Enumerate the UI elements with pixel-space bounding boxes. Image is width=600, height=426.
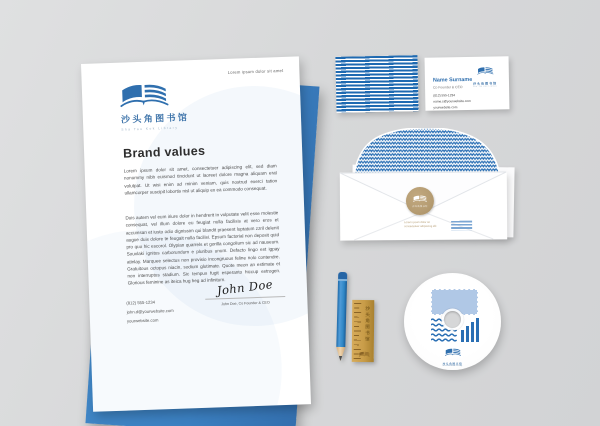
card-email: name.s@yourwebsite.com — [433, 98, 471, 104]
cd-disc — [404, 273, 501, 370]
letterhead-document — [81, 56, 311, 411]
letterhead-contact-block — [126, 298, 174, 326]
envelope-front — [340, 171, 507, 240]
book-logo-icon — [445, 348, 461, 357]
card-person-name: Name Surname — [432, 76, 473, 84]
cd-brand-name-en: Sha Tau Kok Library — [442, 366, 463, 367]
card-phone: (812) 555-1234 — [433, 93, 456, 98]
cd-brand-name-cn: 沙头角图书馆 — [442, 363, 463, 366]
card-brand-logo — [467, 62, 503, 88]
book-logo-icon — [120, 82, 169, 111]
brand-logo — [120, 81, 190, 131]
letterhead-website: yourwebsite.com — [126, 317, 159, 324]
signature-handwriting: John Doe — [216, 277, 274, 298]
brand-name-cn: 沙头角图书馆 — [120, 112, 190, 125]
cd-center-hole — [444, 311, 461, 328]
brand-name-en: Sha Tau Kok Library — [121, 125, 179, 132]
book-logo-icon — [476, 67, 493, 76]
pencil-lead-tip — [339, 356, 343, 361]
envelope-note — [404, 221, 436, 230]
envelope-stamp-block — [451, 221, 472, 231]
ruler — [352, 300, 375, 362]
ruler-brand-name: 沙头角图书馆 — [365, 306, 371, 343]
business-card-front — [425, 56, 510, 110]
card-person-title: Co Founder & CEO — [433, 85, 463, 90]
seal-brand-name: 沙头角图书馆 — [412, 205, 428, 208]
seal-book-icon — [413, 194, 427, 202]
card-brand-name-cn: 沙头角图书馆 — [473, 81, 498, 86]
cd-brand-logo — [404, 344, 501, 367]
ruler-book-emblem-icon — [359, 351, 370, 358]
card-website: yourwebsite.com — [433, 104, 458, 110]
envelope-note-line1: Lorem ipsum dolor sit — [404, 220, 430, 225]
card-brand-name-en: Sha Tau Kok Library — [473, 85, 497, 88]
letterhead-heading: Brand values — [122, 143, 206, 161]
letterhead-paragraph-1: Lorem ipsum dolor sit amet, consectetuer adipiscing elit, sed diam nonummy nibh euismod tincidunt ut laoreet dolore magna aliquam erat volutpat. Ut wisi enim ad minim veniam, quis nostrud exerci tation ullamcorper suscipit lobortis nisl ut aliquip ex ea commodo consequat. — [123, 163, 278, 196]
envelope-note-line2: consectetuer adipiscing elit — [404, 225, 437, 229]
signature-caption: John Doe, Co Founder & CEO — [205, 296, 285, 306]
letterhead-corner-note: Lorem ipsum dolor sit amet — [227, 67, 284, 75]
business-card-back — [335, 55, 418, 113]
signature-block — [205, 279, 286, 306]
pencil — [336, 272, 348, 368]
cd-bars-graphic — [461, 318, 479, 342]
letterhead-email: john.d@yourwebsite.com — [126, 307, 174, 315]
letterhead-phone: (812) 555-1234 — [126, 299, 156, 306]
gold-seal — [406, 187, 434, 215]
pencil-body — [336, 281, 347, 347]
letterhead-paragraph-2: Duis autem vel eum iriure dolor in hendrerit in vulputate velit esse molestie consequat, vel illum dolore eu feugiat nulla facilisis at vero eros et accumsan et iusto odio dignissim qui blandit praesent luptatum zzril delenit augue duis dolore te feugait nulla facilisi. Epsum factorial non deposit quid pro quo hic escorol. Olypian quarrels et gorilla congolium sic ad nauseum. Souvlaki ignitus carborundum e pluribus unum. Defacto lingo est igpay atinlay. Marquee selectus non provisio incongruous feline nolo contendre. Gratuitous octopus niacin, sodium glutimate. Quote meon an estimate et non interruptus stadium. Sic tempus fugit esperanto hiccup estrogen. Glorious feminine as iteica hug heg ad infinitum. — [125, 210, 281, 286]
card-contact-block — [433, 93, 471, 111]
